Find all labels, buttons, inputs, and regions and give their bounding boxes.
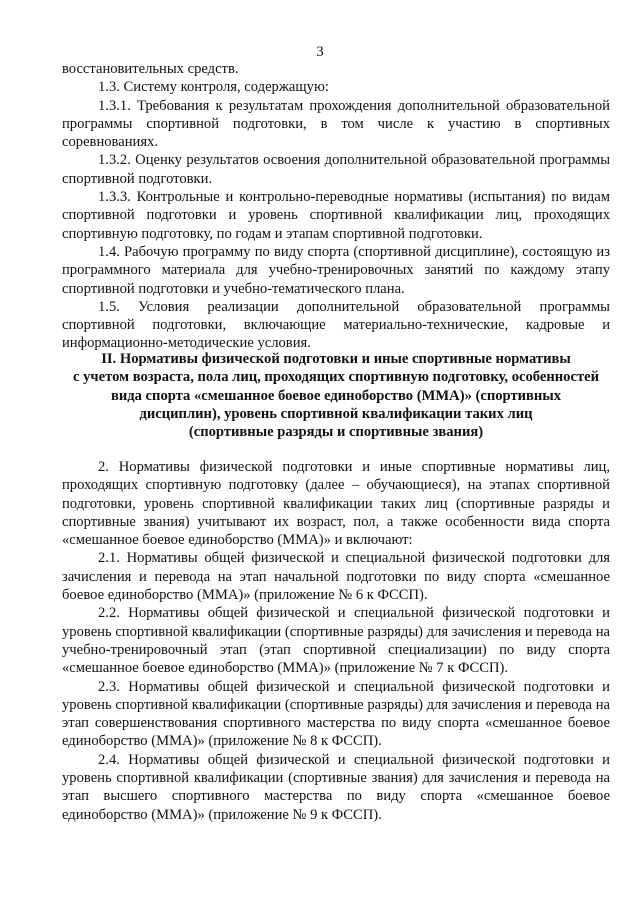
paragraph: 2.2. Нормативы общей физической и специальной физической подготовки и уровень спортивной квалификации (спортивные разряды) для зачисления и перевода на учебно-тренировочный этап (этап спортивной специализации) по виду спорта «смешанное боевое единоборство (ММА)» (приложение № 7 к ФССП).: [62, 605, 610, 677]
paragraph: 1.3.3. Контрольные и контрольно-переводные нормативы (испытания) по видам спортивной подготовки и уровень спортивной квалификации лиц, проходящих спортивную подготовку, по годам и этапам спортивной подготовки.: [62, 189, 610, 242]
paragraph: восстановительных средств.: [62, 61, 239, 77]
heading-line: (спортивные разряды и спортивные звания): [188, 424, 484, 441]
paragraph: 2.1. Нормативы общей физической и специальной физической подготовки для зачисления и перевода на этап начальной подготовки по виду спорта «смешанное боевое единоборство (ММА)» (приложение № 6 к ФССП).: [62, 550, 610, 604]
paragraph: 2.3. Нормативы общей физической и специальной физической подготовки и уровень спортивной квалификации (спортивные разряды) для зачисления и перевода на этап совершенствования спортивного мастерства по виду спорта «смешанное боевое единоборство (ММА)» (приложение № 8 к ФССП).: [62, 678, 610, 750]
paragraph: 1.3.1. Требования к результатам прохождения дополнительной образовательной программы спортивной подготовки, в том числе к участию в спортивных соревнованиях.: [62, 97, 610, 151]
paragraph: 2. Нормативы физической подготовки и иные спортивные нормативы лиц, проходящих спортивную подготовку (далее – обучающиеся), на этапах спортивной подготовки, уровень спортивной квалификации таких лиц (спортивные разряды и спортивные звания) учитывают их возраст, пол, а также особенности вида спорта «смешанное боевое единоборство (ММА)» и включают:: [62, 459, 610, 549]
section-1-continuation: [62, 60, 610, 353]
paragraph: 2.4. Нормативы общей физической и специальной физической подготовки и уровень спортивной квалификации (спортивные звания) для зачисления и перевода на этап высшего спортивного мастерства по виду спорта «смешанное боевое единоборство (ММА)» (приложение № 9 к ФССП).: [62, 751, 610, 823]
paragraph: 1.4. Рабочую программу по виду спорта (спортивной дисциплине), состоящую из программного материала для учебно-тренировочных занятий по каждому этапу спортивной подготовки и учебно-тематического плана.: [62, 243, 610, 297]
section-2-body: [62, 458, 610, 824]
heading-line: вида спорта «смешанное боевое единоборство (ММА)» (спортивных: [110, 387, 562, 404]
page-number: 3: [316, 44, 324, 60]
paragraph: 1.3.2. Оценку результатов освоения дополнительной образовательной программы спортивной подготовки.: [62, 152, 610, 187]
heading-line: II. Нормативы физической подготовки и иные спортивные нормативы: [101, 351, 571, 367]
paragraph: 1.3. Систему контроля, содержащую:: [98, 79, 329, 96]
paragraph: 1.5. Условия реализации дополнительной образовательной программы спортивной подготовки, включающие материально-технические, кадровые и информационно-методические условия.: [62, 298, 610, 352]
heading-line: с учетом возраста, пола лиц, проходящих спортивную подготовку, особенностей: [73, 369, 599, 386]
section-2-heading: [62, 350, 610, 441]
heading-line: дисциплин), уровень спортивной квалификации таких лиц: [139, 405, 533, 422]
